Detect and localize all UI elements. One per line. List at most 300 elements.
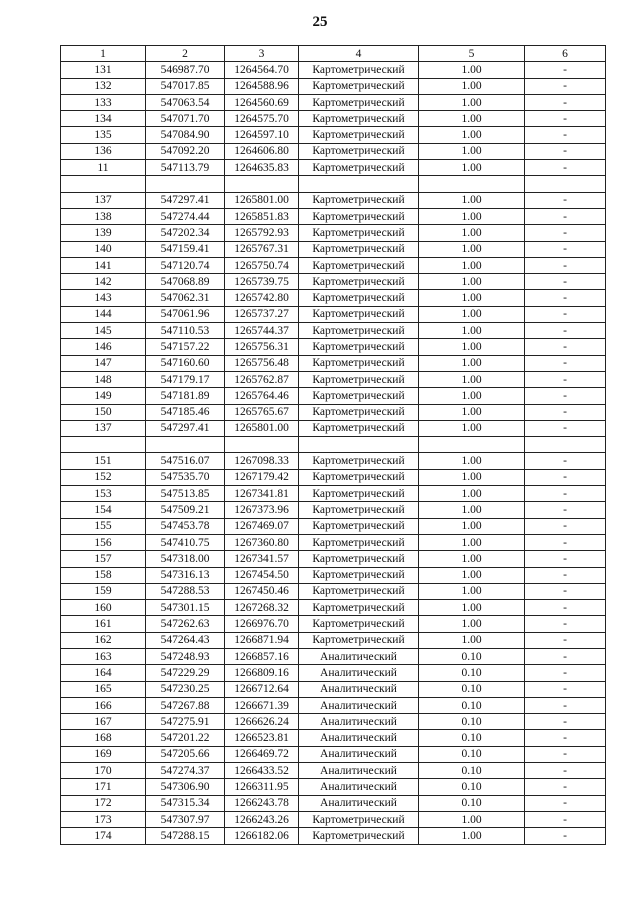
table-cell: 152 xyxy=(61,469,146,485)
table-cell: 0.10 xyxy=(419,648,525,664)
table-cell: 1.00 xyxy=(419,828,525,844)
table-cell: 547509.21 xyxy=(146,502,225,518)
table-cell: 1267341.81 xyxy=(225,486,299,502)
table-row xyxy=(61,665,606,681)
table-row xyxy=(61,437,606,453)
table-cell: 11 xyxy=(61,160,146,176)
table-cell: - xyxy=(525,763,606,779)
table-cell: - xyxy=(525,828,606,844)
table-cell: - xyxy=(525,257,606,273)
table-cell: 1265744.37 xyxy=(225,323,299,339)
table-cell: - xyxy=(525,795,606,811)
table-cell: 0.10 xyxy=(419,746,525,762)
table-cell: 1267469.07 xyxy=(225,518,299,534)
table-cell: 137 xyxy=(61,192,146,208)
table-cell: 547062.31 xyxy=(146,290,225,306)
table-cell: 137 xyxy=(61,420,146,436)
table-cell: Картометрический xyxy=(299,388,419,404)
table-cell: 1.00 xyxy=(419,502,525,518)
table-cell: 0.10 xyxy=(419,714,525,730)
table-cell: - xyxy=(525,388,606,404)
table-cell: 1265851.83 xyxy=(225,208,299,224)
table-cell: 1266243.78 xyxy=(225,795,299,811)
table-cell xyxy=(299,176,419,192)
table-cell: 547535.70 xyxy=(146,469,225,485)
table-cell: - xyxy=(525,779,606,795)
table-cell: Картометрический xyxy=(299,632,419,648)
table-cell: Картометрический xyxy=(299,274,419,290)
table-cell: 547205.66 xyxy=(146,746,225,762)
table-cell: 174 xyxy=(61,828,146,844)
table-row xyxy=(61,192,606,208)
table-cell: 170 xyxy=(61,763,146,779)
table-cell: Картометрический xyxy=(299,78,419,94)
table-cell: 547275.91 xyxy=(146,714,225,730)
table-cell: Аналитический xyxy=(299,681,419,697)
table-cell: 1.00 xyxy=(419,192,525,208)
table-cell: 1265762.87 xyxy=(225,371,299,387)
table-cell: 151 xyxy=(61,453,146,469)
table-cell: 1.00 xyxy=(419,632,525,648)
table-row xyxy=(61,241,606,257)
table-cell: 547201.22 xyxy=(146,730,225,746)
table-row xyxy=(61,143,606,159)
table-cell: Картометрический xyxy=(299,111,419,127)
table-cell: 161 xyxy=(61,616,146,632)
table-row xyxy=(61,697,606,713)
table-cell: - xyxy=(525,127,606,143)
table-cell: 163 xyxy=(61,648,146,664)
table-cell: 1265792.93 xyxy=(225,225,299,241)
table-row xyxy=(61,583,606,599)
table-cell: - xyxy=(525,648,606,664)
table-cell: 0.10 xyxy=(419,763,525,779)
table-cell: Картометрический xyxy=(299,306,419,322)
table-cell: Картометрический xyxy=(299,355,419,371)
table-cell: - xyxy=(525,241,606,257)
table-cell: - xyxy=(525,62,606,78)
table-cell: Картометрический xyxy=(299,94,419,110)
table-cell: - xyxy=(525,665,606,681)
table-cell: 155 xyxy=(61,518,146,534)
table-row xyxy=(61,534,606,550)
table-cell: - xyxy=(525,94,606,110)
table-cell: 131 xyxy=(61,62,146,78)
column-header: 1 xyxy=(61,46,146,62)
table-cell: 149 xyxy=(61,388,146,404)
table-cell: 547516.07 xyxy=(146,453,225,469)
table-row xyxy=(61,811,606,827)
table-cell: 148 xyxy=(61,371,146,387)
table-cell xyxy=(146,176,225,192)
table-cell: 547017.85 xyxy=(146,78,225,94)
table-cell: Картометрический xyxy=(299,616,419,632)
table-cell: 547297.41 xyxy=(146,420,225,436)
table-cell: 173 xyxy=(61,811,146,827)
table-cell: Картометрический xyxy=(299,534,419,550)
table-cell: 144 xyxy=(61,306,146,322)
table-cell: 1265801.00 xyxy=(225,420,299,436)
table-cell: 1266671.39 xyxy=(225,697,299,713)
table-cell: - xyxy=(525,518,606,534)
table-cell: 158 xyxy=(61,567,146,583)
table-cell: 1264564.70 xyxy=(225,62,299,78)
table-row xyxy=(61,111,606,127)
table-cell: Аналитический xyxy=(299,795,419,811)
table-row xyxy=(61,420,606,436)
table-cell: 547068.89 xyxy=(146,274,225,290)
table-cell: 1.00 xyxy=(419,62,525,78)
table-cell: Аналитический xyxy=(299,648,419,664)
table-cell: 1.00 xyxy=(419,225,525,241)
table-cell xyxy=(146,437,225,453)
table-header-row xyxy=(61,46,606,62)
table-cell: Аналитический xyxy=(299,763,419,779)
table-cell: 547301.15 xyxy=(146,600,225,616)
table-cell: Картометрический xyxy=(299,583,419,599)
table-cell: 547160.60 xyxy=(146,355,225,371)
table-cell: 1.00 xyxy=(419,241,525,257)
table-row xyxy=(61,828,606,844)
table-cell: - xyxy=(525,355,606,371)
table-cell: - xyxy=(525,290,606,306)
table-cell: 0.10 xyxy=(419,730,525,746)
table-row xyxy=(61,355,606,371)
table-row xyxy=(61,730,606,746)
table-cell: 145 xyxy=(61,323,146,339)
table-cell: 172 xyxy=(61,795,146,811)
table-cell: 547113.79 xyxy=(146,160,225,176)
column-header: 4 xyxy=(299,46,419,62)
table-row xyxy=(61,648,606,664)
table-cell: - xyxy=(525,600,606,616)
table-cell: 0.10 xyxy=(419,697,525,713)
table-row xyxy=(61,469,606,485)
table-row xyxy=(61,160,606,176)
table-cell: - xyxy=(525,551,606,567)
table-cell: 146 xyxy=(61,339,146,355)
table-cell: 546987.70 xyxy=(146,62,225,78)
table-cell: 1264606.80 xyxy=(225,143,299,159)
table-cell: 1265756.48 xyxy=(225,355,299,371)
table-cell: - xyxy=(525,371,606,387)
table-cell: Аналитический xyxy=(299,746,419,762)
table-cell: 547297.41 xyxy=(146,192,225,208)
table-cell: 133 xyxy=(61,94,146,110)
table-cell: Картометрический xyxy=(299,225,419,241)
table-cell: 547185.46 xyxy=(146,404,225,420)
table-cell: 1266712.64 xyxy=(225,681,299,697)
table-cell: 1264588.96 xyxy=(225,78,299,94)
table-cell: - xyxy=(525,486,606,502)
table-cell: 1.00 xyxy=(419,486,525,502)
table-cell: 1.00 xyxy=(419,355,525,371)
table-cell xyxy=(419,437,525,453)
table-cell: Картометрический xyxy=(299,828,419,844)
table-cell: Картометрический xyxy=(299,469,419,485)
table-cell: 547267.88 xyxy=(146,697,225,713)
table-cell: 547092.20 xyxy=(146,143,225,159)
table-cell: 547288.53 xyxy=(146,583,225,599)
table-row xyxy=(61,551,606,567)
table-cell: Картометрический xyxy=(299,160,419,176)
table-cell: 134 xyxy=(61,111,146,127)
table-cell: 547230.25 xyxy=(146,681,225,697)
table-row xyxy=(61,632,606,648)
table-cell: 1265801.00 xyxy=(225,192,299,208)
table-cell: 1265764.46 xyxy=(225,388,299,404)
table-cell: - xyxy=(525,143,606,159)
table-cell: 156 xyxy=(61,534,146,550)
table-cell: - xyxy=(525,746,606,762)
table-row xyxy=(61,176,606,192)
table-cell: 1266626.24 xyxy=(225,714,299,730)
table-row xyxy=(61,257,606,273)
table-cell: 1264575.70 xyxy=(225,111,299,127)
table-cell: - xyxy=(525,192,606,208)
table-cell: 547084.90 xyxy=(146,127,225,143)
table-cell: 547318.00 xyxy=(146,551,225,567)
table-cell: 1267268.32 xyxy=(225,600,299,616)
table-cell: - xyxy=(525,616,606,632)
table-cell: 1.00 xyxy=(419,339,525,355)
table-cell: - xyxy=(525,632,606,648)
table-cell: - xyxy=(525,534,606,550)
table-cell: - xyxy=(525,811,606,827)
table-cell: 1.00 xyxy=(419,600,525,616)
table-cell: 1267360.80 xyxy=(225,534,299,550)
table-cell: 1267454.50 xyxy=(225,567,299,583)
table-cell: 1265767.31 xyxy=(225,241,299,257)
table-cell: 1267179.42 xyxy=(225,469,299,485)
table-cell: - xyxy=(525,714,606,730)
table-cell: 1265765.67 xyxy=(225,404,299,420)
table-cell: - xyxy=(525,323,606,339)
table-cell: 1267450.46 xyxy=(225,583,299,599)
table-cell: 1.00 xyxy=(419,160,525,176)
table-cell: 135 xyxy=(61,127,146,143)
table-cell: 166 xyxy=(61,697,146,713)
table-cell: 1267341.57 xyxy=(225,551,299,567)
table-cell xyxy=(525,176,606,192)
table-cell: - xyxy=(525,208,606,224)
table-cell: - xyxy=(525,697,606,713)
column-header: 3 xyxy=(225,46,299,62)
table-cell: 1.00 xyxy=(419,143,525,159)
table-row xyxy=(61,763,606,779)
table-cell: 168 xyxy=(61,730,146,746)
table-cell xyxy=(525,437,606,453)
table-cell: Картометрический xyxy=(299,143,419,159)
table-cell: 1266469.72 xyxy=(225,746,299,762)
table-cell: Картометрический xyxy=(299,371,419,387)
table-cell: 140 xyxy=(61,241,146,257)
table-cell: 547513.85 xyxy=(146,486,225,502)
table-cell: - xyxy=(525,111,606,127)
table-cell: - xyxy=(525,567,606,583)
table-cell: 1.00 xyxy=(419,208,525,224)
page-number: 25 xyxy=(312,14,328,30)
table-cell: 1265739.75 xyxy=(225,274,299,290)
table-cell: 1264597.10 xyxy=(225,127,299,143)
coordinates-table xyxy=(60,45,606,845)
table-cell: 1265756.31 xyxy=(225,339,299,355)
table-cell: Аналитический xyxy=(299,779,419,795)
table-cell: 547274.37 xyxy=(146,763,225,779)
table-row xyxy=(61,225,606,241)
table-row xyxy=(61,746,606,762)
table-cell: 1265737.27 xyxy=(225,306,299,322)
table-cell: 547306.90 xyxy=(146,779,225,795)
table-cell: Картометрический xyxy=(299,811,419,827)
table-cell: Картометрический xyxy=(299,192,419,208)
table-row xyxy=(61,453,606,469)
table-cell: Картометрический xyxy=(299,208,419,224)
table-cell: 143 xyxy=(61,290,146,306)
table-row xyxy=(61,714,606,730)
table-body xyxy=(61,62,606,844)
table-cell: 1266976.70 xyxy=(225,616,299,632)
table-cell: - xyxy=(525,225,606,241)
table-cell: Аналитический xyxy=(299,730,419,746)
table-row xyxy=(61,323,606,339)
table-cell: 547157.22 xyxy=(146,339,225,355)
table-row xyxy=(61,339,606,355)
table-row xyxy=(61,62,606,78)
table-cell: Картометрический xyxy=(299,486,419,502)
table-cell: 147 xyxy=(61,355,146,371)
table-cell: Картометрический xyxy=(299,241,419,257)
table-cell: 1.00 xyxy=(419,323,525,339)
table-row xyxy=(61,779,606,795)
table-cell: 1.00 xyxy=(419,274,525,290)
table-cell: 547315.34 xyxy=(146,795,225,811)
table-cell: 1264635.83 xyxy=(225,160,299,176)
table-cell: 0.10 xyxy=(419,681,525,697)
table-cell: 160 xyxy=(61,600,146,616)
table-row xyxy=(61,127,606,143)
table-cell: 1.00 xyxy=(419,811,525,827)
table-cell: 547262.63 xyxy=(146,616,225,632)
table-cell: 547181.89 xyxy=(146,388,225,404)
table-cell: 547159.41 xyxy=(146,241,225,257)
table-row xyxy=(61,616,606,632)
table-cell: 547110.53 xyxy=(146,323,225,339)
table-cell: 1.00 xyxy=(419,616,525,632)
table-cell: 138 xyxy=(61,208,146,224)
table-cell: 164 xyxy=(61,665,146,681)
table-cell: 547061.96 xyxy=(146,306,225,322)
table-cell: Аналитический xyxy=(299,714,419,730)
table-cell: 139 xyxy=(61,225,146,241)
table-cell: 1.00 xyxy=(419,388,525,404)
table-cell: Аналитический xyxy=(299,665,419,681)
table-cell: 1266243.26 xyxy=(225,811,299,827)
table-cell: Картометрический xyxy=(299,420,419,436)
table-cell: 547248.93 xyxy=(146,648,225,664)
table-cell: 142 xyxy=(61,274,146,290)
table-cell: 1267373.96 xyxy=(225,502,299,518)
table-cell: 136 xyxy=(61,143,146,159)
table-row xyxy=(61,567,606,583)
table-cell: 1.00 xyxy=(419,469,525,485)
table-cell: 547410.75 xyxy=(146,534,225,550)
table-cell: 547453.78 xyxy=(146,518,225,534)
table-cell: Картометрический xyxy=(299,551,419,567)
table-cell: 1.00 xyxy=(419,111,525,127)
table-cell: - xyxy=(525,78,606,94)
table-cell: 1.00 xyxy=(419,518,525,534)
table-cell: Картометрический xyxy=(299,127,419,143)
table-cell: 1266809.16 xyxy=(225,665,299,681)
table-row xyxy=(61,371,606,387)
table-cell: - xyxy=(525,160,606,176)
table-row xyxy=(61,290,606,306)
table-cell: 1264560.69 xyxy=(225,94,299,110)
table-cell: 157 xyxy=(61,551,146,567)
table-cell: 547274.44 xyxy=(146,208,225,224)
table-cell: - xyxy=(525,339,606,355)
table-row xyxy=(61,404,606,420)
table-row xyxy=(61,681,606,697)
table-cell: - xyxy=(525,404,606,420)
table-cell: 1266182.06 xyxy=(225,828,299,844)
table-row xyxy=(61,600,606,616)
table-cell: - xyxy=(525,681,606,697)
table-cell: 1.00 xyxy=(419,567,525,583)
table-cell: 547229.29 xyxy=(146,665,225,681)
table-cell: 1266523.81 xyxy=(225,730,299,746)
table-cell: 0.10 xyxy=(419,779,525,795)
table-cell: - xyxy=(525,730,606,746)
table-cell: 547063.54 xyxy=(146,94,225,110)
table-cell: 1.00 xyxy=(419,306,525,322)
column-header: 2 xyxy=(146,46,225,62)
table-cell: - xyxy=(525,583,606,599)
table-cell xyxy=(419,176,525,192)
table-cell: Картометрический xyxy=(299,453,419,469)
table-cell: 1.00 xyxy=(419,371,525,387)
table-cell: 547202.34 xyxy=(146,225,225,241)
table-cell: - xyxy=(525,469,606,485)
table-cell: 1265742.80 xyxy=(225,290,299,306)
table-cell: Картометрический xyxy=(299,62,419,78)
table-cell: 0.10 xyxy=(419,665,525,681)
table-cell: 1.00 xyxy=(419,534,525,550)
table-cell: 1.00 xyxy=(419,453,525,469)
table-cell: 153 xyxy=(61,486,146,502)
table-cell: 1.00 xyxy=(419,583,525,599)
table-cell xyxy=(61,176,146,192)
table-cell: 141 xyxy=(61,257,146,273)
table-cell: 1.00 xyxy=(419,290,525,306)
table-cell: 1.00 xyxy=(419,420,525,436)
table-row xyxy=(61,306,606,322)
table-cell: Картометрический xyxy=(299,600,419,616)
table-cell: Картометрический xyxy=(299,567,419,583)
table-cell: 547071.70 xyxy=(146,111,225,127)
table-cell: Картометрический xyxy=(299,339,419,355)
table-cell: 132 xyxy=(61,78,146,94)
table-cell: Картометрический xyxy=(299,404,419,420)
table-cell: 150 xyxy=(61,404,146,420)
table-cell: 547307.97 xyxy=(146,811,225,827)
table-cell: 169 xyxy=(61,746,146,762)
table-row xyxy=(61,502,606,518)
table-cell: Аналитический xyxy=(299,697,419,713)
table-cell: 547316.13 xyxy=(146,567,225,583)
table-row xyxy=(61,94,606,110)
